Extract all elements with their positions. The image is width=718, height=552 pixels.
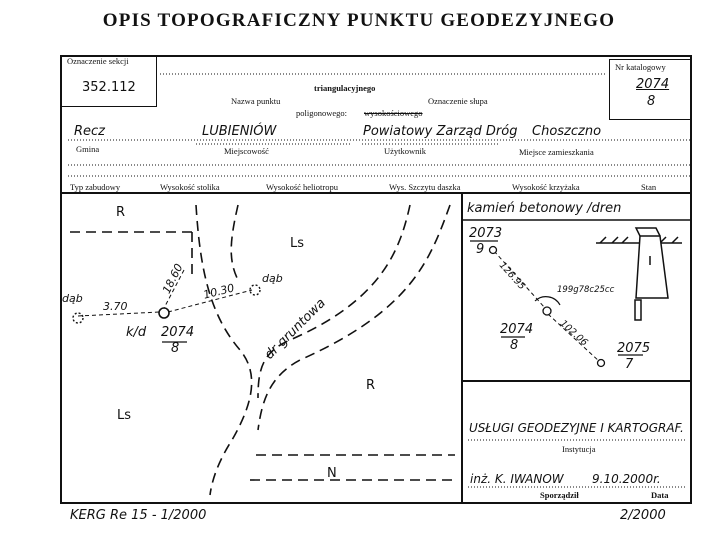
- net-right-num: 2075: [617, 341, 651, 356]
- residence-value: Choszczno: [532, 124, 602, 139]
- gmina-value: Recz: [74, 124, 106, 139]
- locality-label: Miejscowość: [224, 146, 269, 156]
- point-type-poly: poligonowego:: [296, 108, 347, 118]
- label-oak-left: dąb: [62, 292, 83, 305]
- gmina-label: Gmina: [76, 144, 100, 154]
- user-label: Użytkownik: [384, 146, 427, 156]
- date-label: Data: [651, 490, 669, 500]
- document-title: OPIS TOPOGRAFICZNY PUNKTU GEODEZYJNEGO: [102, 10, 616, 31]
- net-right-sub: 7: [625, 357, 634, 372]
- net-dist-1: 126.95: [496, 260, 528, 293]
- col-header-stan: Stan: [641, 182, 657, 192]
- author-name: inż. K. IWANOW: [470, 472, 564, 486]
- net-mid-sub: 8: [510, 338, 519, 353]
- net-mid-num: 2074: [500, 322, 534, 337]
- distance-up: 18.60: [160, 261, 186, 296]
- point-name-label: Nazwa punktu: [231, 96, 281, 106]
- catalog-sub: 8: [647, 94, 656, 109]
- institution-label: Instytucja: [562, 444, 596, 454]
- col-header-heliotrop: Wysokość heliotropu: [266, 182, 338, 192]
- col-header-typ: Typ zabudowy: [70, 182, 121, 192]
- user-value: Powiatowy Zarząd Dróg: [363, 124, 518, 139]
- section-value: 352.112: [82, 80, 136, 95]
- institution-name: USŁUGI GEODEZYJNE I KARTOGRAF.: [469, 421, 684, 435]
- label-r-right: R: [366, 378, 376, 393]
- pillar-label: Oznaczenie słupa: [428, 96, 488, 106]
- label-kd: k/d: [126, 325, 147, 340]
- net-top-num: 2073: [469, 226, 503, 241]
- point-type-high: wysokościowego: [364, 108, 423, 118]
- catalog-number: 2074: [636, 77, 670, 92]
- oak-left-marker: [73, 313, 83, 323]
- section-label: Oznaczenie sekcji: [67, 56, 129, 66]
- net-dist-2: 102.06: [557, 318, 590, 349]
- locality-value: LUBIENIÓW: [202, 124, 277, 139]
- author-label: Sporządził: [540, 490, 579, 500]
- distance-left: 3.70: [103, 300, 128, 313]
- col-header-krzyzak: Wysokość krzyżaka: [512, 182, 580, 192]
- point-2074-marker: [159, 308, 169, 318]
- net-top-sub: 9: [476, 242, 485, 257]
- label-ls-bottom: Ls: [117, 408, 132, 423]
- label-n-bottom: N: [327, 466, 337, 481]
- author-date: 9.10.2000r.: [592, 472, 661, 486]
- footer-right: 2/2000: [620, 508, 666, 523]
- catalog-label: Nr katalogowy: [615, 62, 666, 72]
- point-type-triang: triangulacyjnego: [314, 83, 376, 93]
- label-point-num: 2074: [161, 325, 195, 340]
- label-point-sub: 8: [171, 341, 180, 356]
- label-ls-top: Ls: [290, 236, 305, 251]
- net-angle: 199g78c25cc: [557, 285, 615, 295]
- label-oak-right: dąb: [262, 272, 283, 285]
- monument-drawing: [596, 228, 682, 320]
- monument-text: kamień betonowy /dren: [467, 201, 622, 216]
- col-header-daszek: Wys. Szczytu daszka: [389, 182, 461, 192]
- col-header-stolik: Wysokość stolika: [160, 182, 220, 192]
- distance-right: 10.30: [202, 281, 236, 302]
- footer-left: KERG Re 15 - 1/2000: [70, 508, 207, 523]
- label-road: dr gruntowa: [262, 295, 329, 363]
- residence-label: Miejsce zamieszkania: [519, 147, 594, 157]
- label-r-top: R: [116, 205, 126, 220]
